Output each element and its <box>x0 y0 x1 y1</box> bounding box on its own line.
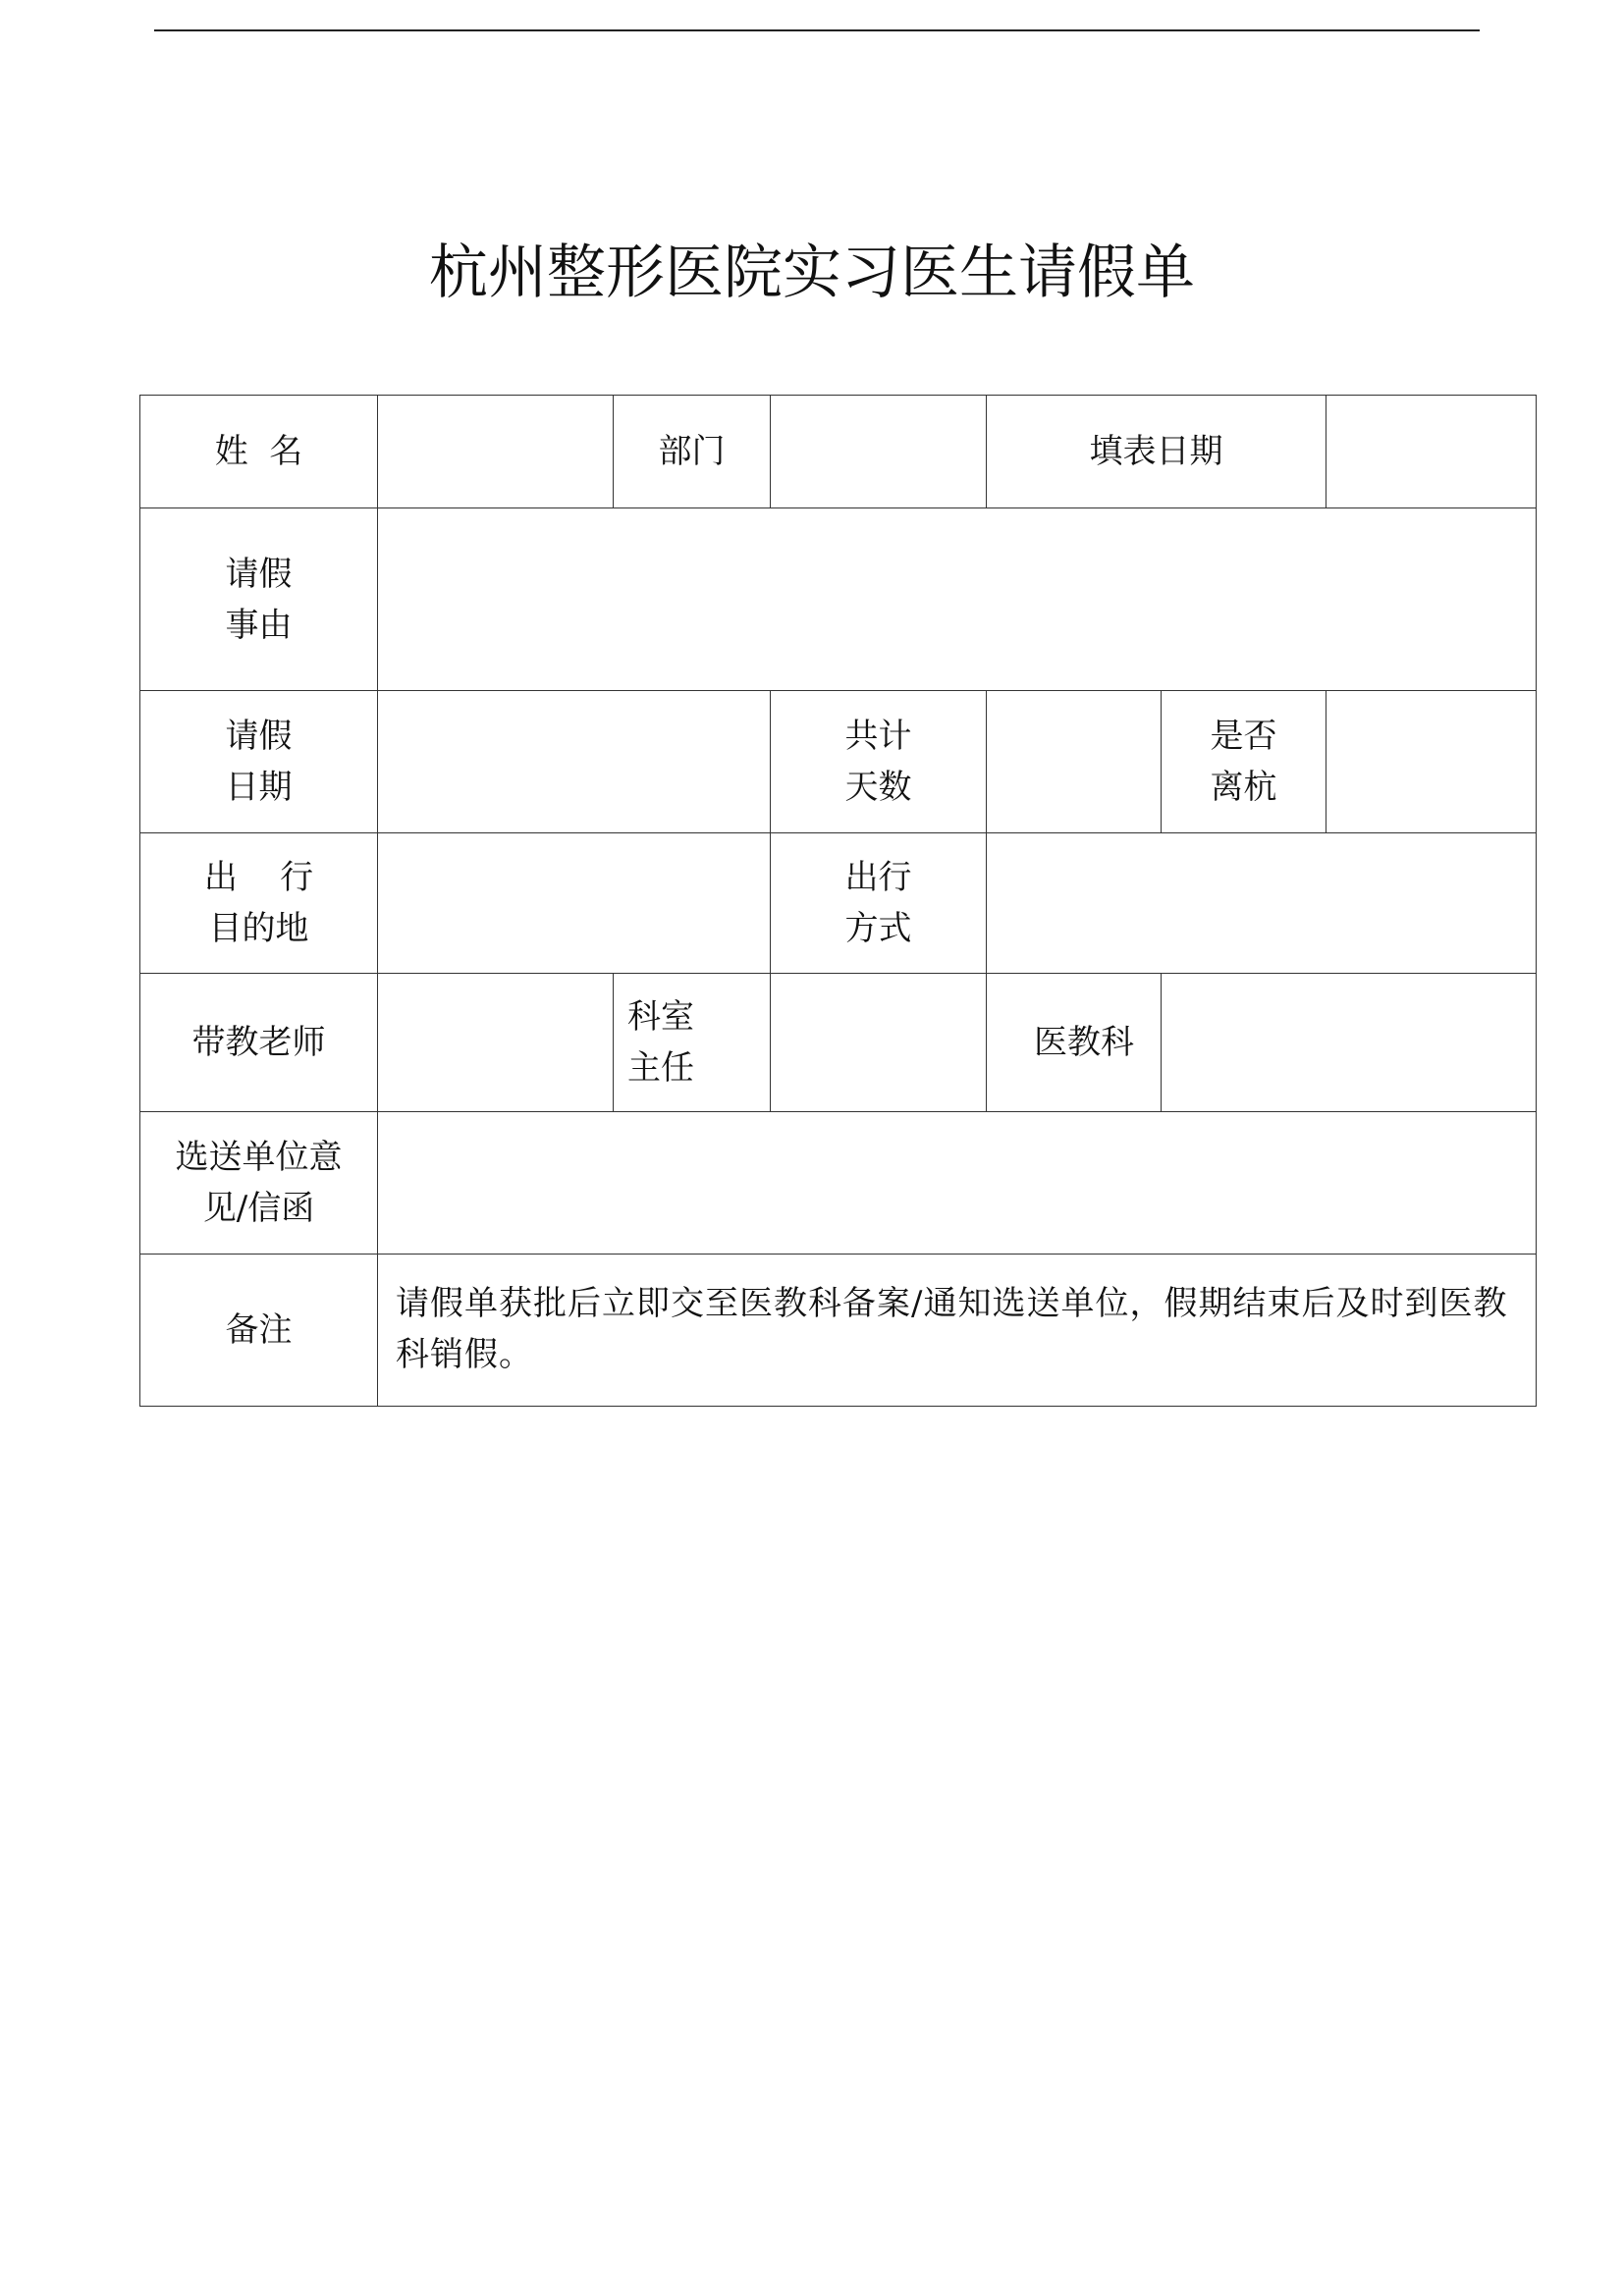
travel-mode-field[interactable] <box>987 833 1537 974</box>
total-days-field[interactable] <box>987 691 1162 833</box>
form-row-remark <box>140 1255 1537 1407</box>
sending-unit-opinion-label <box>140 1112 378 1255</box>
dept-label <box>614 396 771 508</box>
travel-mode-label-line2: 方式 <box>844 909 912 948</box>
teacher-label-text: 带教老师 <box>191 1023 326 1062</box>
director-field[interactable] <box>771 974 987 1112</box>
sending-unit-opinion-label-line2: 见/信函 <box>202 1189 315 1228</box>
total-days-label-line2: 天数 <box>844 768 912 807</box>
travel-mode-label <box>771 833 987 974</box>
education-dept-field[interactable] <box>1162 974 1537 1112</box>
leave-hangzhou-field[interactable] <box>1326 691 1537 833</box>
director-label-line2: 主任 <box>627 1048 694 1088</box>
destination-label <box>140 833 378 974</box>
leave-hangzhou-label-line1: 是否 <box>1210 717 1277 756</box>
destination-label-line2: 目的地 <box>208 909 309 948</box>
education-dept-label <box>987 974 1162 1112</box>
teacher-label <box>140 974 378 1112</box>
dept-field[interactable] <box>771 396 987 508</box>
director-label-line1: 科室 <box>627 997 694 1037</box>
form-row-basic-info <box>140 396 1537 508</box>
name-label <box>140 396 378 508</box>
form-row-travel <box>140 833 1537 974</box>
total-days-label <box>771 691 987 833</box>
leave-reason-field[interactable] <box>378 508 1537 691</box>
form-row-opinion <box>140 1112 1537 1255</box>
leave-date-label-line1: 请假 <box>225 717 293 756</box>
form-row-reason <box>140 508 1537 691</box>
director-label <box>614 974 771 1112</box>
leave-reason-label <box>140 508 378 691</box>
page-title: 杭州整形医院实习医生请假单 <box>429 239 1195 307</box>
remark-label-text: 备注 <box>225 1310 293 1350</box>
leave-reason-label-line2: 事由 <box>225 605 293 645</box>
form-row-dates <box>140 691 1537 833</box>
total-days-label-line1: 共计 <box>844 717 912 756</box>
teacher-field[interactable] <box>378 974 614 1112</box>
leave-date-field[interactable] <box>378 691 771 833</box>
education-dept-label-text: 医教科 <box>1034 1023 1134 1062</box>
leave-reason-label-line1: 请假 <box>225 554 293 594</box>
fill-date-label-text: 填表日期 <box>1089 432 1223 471</box>
dept-label-text: 部门 <box>658 432 726 471</box>
remark-label <box>140 1255 378 1407</box>
name-label-text: 姓 名 <box>214 432 303 471</box>
travel-mode-label-line1: 出行 <box>844 858 912 897</box>
fill-date-field[interactable] <box>1326 396 1537 508</box>
header-rule <box>154 29 1480 31</box>
name-field[interactable] <box>378 396 614 508</box>
leave-hangzhou-label <box>1162 691 1326 833</box>
fill-date-label <box>987 396 1326 508</box>
sending-unit-opinion-label-line1: 选送单位意 <box>175 1138 343 1177</box>
form-row-approvals <box>140 974 1537 1112</box>
leave-hangzhou-label-line2: 离杭 <box>1210 768 1277 807</box>
sending-unit-opinion-field[interactable] <box>378 1112 1537 1255</box>
leave-date-label-line2: 日期 <box>225 768 293 807</box>
destination-field[interactable] <box>378 833 771 974</box>
remark-text: 请假单获批后立即交至医教科备案/通知选送单位，假期结束后及时到医教科销假。 <box>378 1255 1537 1407</box>
leave-date-label <box>140 691 378 833</box>
destination-label-line1: 出 行 <box>203 858 314 897</box>
leave-form-table <box>139 395 1537 1407</box>
